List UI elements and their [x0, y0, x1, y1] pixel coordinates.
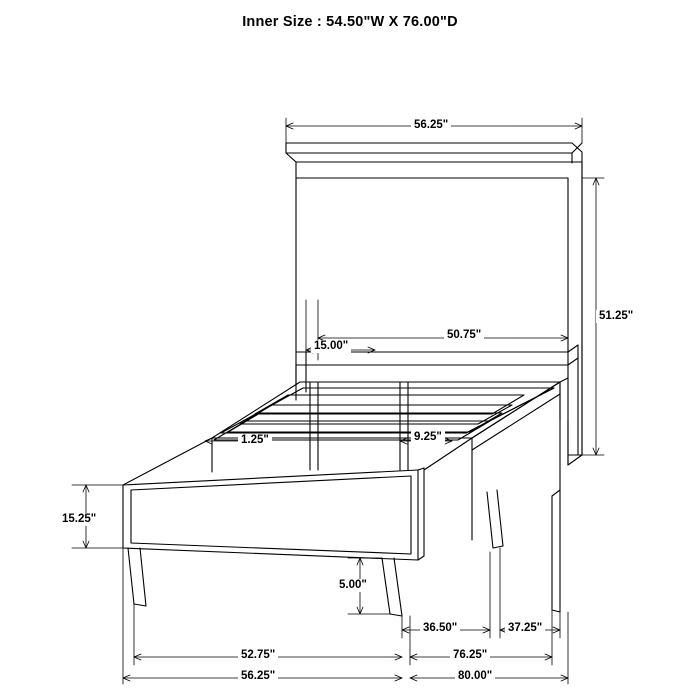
dimension-overall-depth-inner: 76.25" — [450, 649, 490, 662]
dimension-side-rail-depth-1: 36.50" — [420, 622, 460, 635]
dimension-headboard-height: 51.25" — [596, 310, 636, 323]
dimension-overall-depth: 80.00" — [455, 670, 495, 683]
dimension-side-rail-depth-2: 37.25" — [505, 622, 545, 635]
dimension-footboard-width: 52.75" — [238, 649, 278, 662]
dimension-overall-width: 56.25" — [238, 670, 278, 683]
dimension-headboard-width: 56.25" — [411, 119, 451, 132]
dimension-headboard-panel-width: 50.75" — [444, 329, 484, 342]
dimension-leg-height: 5.00" — [336, 579, 370, 592]
page-title: Inner Size : 54.50"W X 76.00"D — [242, 14, 458, 30]
dimension-footboard-height: 15.25" — [59, 513, 99, 526]
dimension-slat-width: 1.25" — [238, 434, 272, 447]
dimension-slat-spacing: 9.25" — [411, 431, 445, 444]
dimension-headboard-clearance: 15.00" — [311, 340, 351, 353]
